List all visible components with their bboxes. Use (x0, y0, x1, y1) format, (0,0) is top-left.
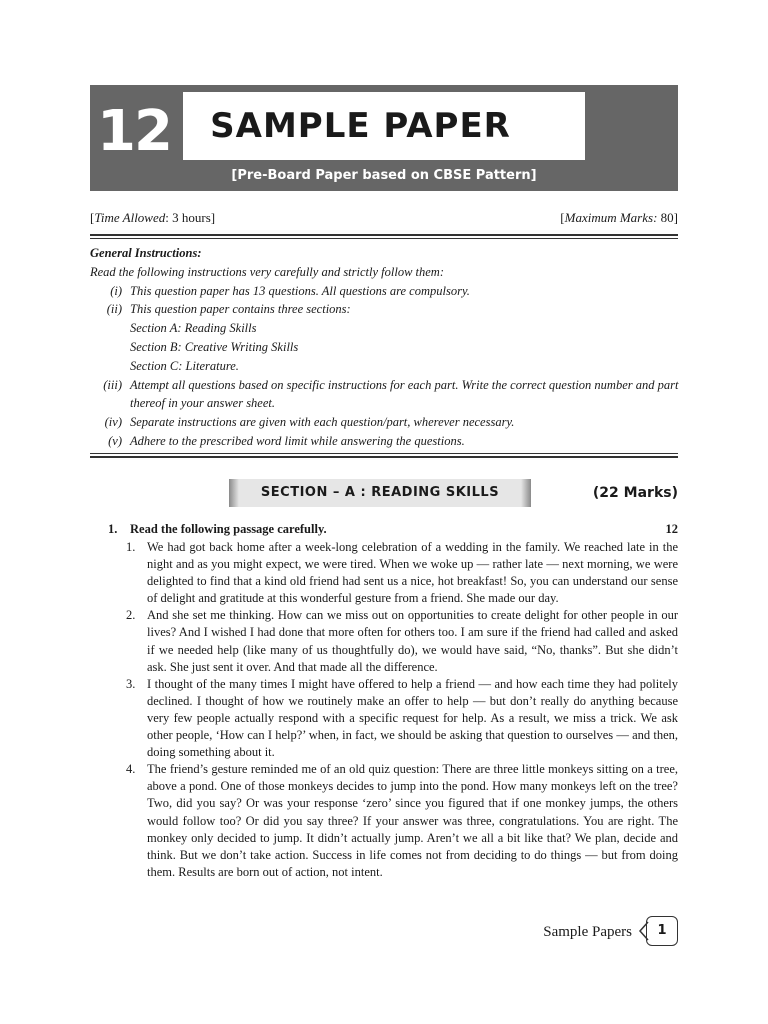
paper-number: 12 (97, 99, 171, 164)
question-text: Read the following passage carefully. (130, 522, 327, 536)
instruction-item: (i) This question paper has 13 questions. All questions are compulsory. (110, 283, 470, 298)
title-box (183, 92, 585, 160)
reading-passage (90, 539, 678, 881)
paragraph-text: And she set me thinking. How can we miss out on opportunities to create delight for other people in our lives? And I wished I had done that more often for others too. I am sure if the friend had called and asked if we needed help (like many of us thoughtfully do), we would have said, “No, thanks”. But she didn’t ask. She just sent it over. And that made all the difference. (147, 608, 678, 674)
divider-bottom-1 (90, 453, 678, 454)
page-number: 1 (646, 916, 678, 946)
passage-paragraph (90, 539, 678, 607)
passage-paragraph (90, 676, 678, 761)
divider-bottom-2 (90, 456, 678, 458)
paragraph-number: 4. (126, 762, 136, 777)
paragraph-text: The friend’s gesture reminded me of an old quiz question: There are three little monkeys sitting on a tree, above a pond. One of those monkeys decides to jump into the pond. How many monkeys left on the tree? Two, did you say? Or was your response ‘zero’ since you figured that if one monkey jumps, the others would follow too? Or did you say three? If your answer was three, congratulations. You are right. The monkey only decided to jump. It didn’t actually jump. Aren’t we all a bit like that? We plan, decide and think. But we don’t take action. Success in life comes not from deciding to do things — but from doing them. Results are born out of action, not intent. (147, 762, 678, 879)
section-a-marks: (22 Marks) (592, 485, 678, 501)
paragraph-text: I thought of the many times I might have offered to help a friend — and how each time they had politely declined. I thought of how we routinely make an offer to help — but don’t really do anything because very few people actually respond with a specific request for help. As a result, we miss a trick. We ask other people, ‘How can I help?’ when, in fact, we should be asking that question to ourselves — and then, doing something about it. (147, 676, 678, 760)
divider-top-1 (90, 234, 678, 236)
section-a-banner (229, 479, 531, 507)
question-marks: 12 (665, 522, 678, 536)
paragraph-number: 3. (126, 676, 136, 691)
question-number: 1. (108, 522, 118, 536)
passage-paragraph (90, 607, 678, 675)
instruction-item: (ii) This question paper contains three sections: (106, 302, 351, 317)
page-subtitle: [Pre-Board Paper based on CBSE Pattern] (231, 168, 537, 183)
paragraph-text: We had got back home after a week-long celebration of a wedding in the family. We reached late in the night and as you might expect, we were tired. When we woke up — rather late — next morning, we were delighted to find that a kind old friend had sent us a nice, hot breakfast! So, you can understand our sense of delight and gratitude at this wonderful gesture from a friend. She made our day. (147, 540, 678, 606)
section-list-item: Section B: Creative Writing Skills (130, 339, 299, 354)
section-list-item: Section A: Reading Skills (130, 321, 257, 336)
section-list-item: Section C: Literature. (130, 358, 239, 373)
meta-row (90, 208, 678, 228)
paragraph-number: 2. (126, 608, 136, 623)
time-allowed: [Time Allowed: 3 hours] (90, 210, 216, 225)
instruction-item: (iii) Attempt all questions based on specific instructions for each part. Write the correct question number and part thereof in your answer sheet. (103, 377, 679, 411)
footer-label: Sample Papers (543, 924, 632, 940)
section-a-title: SECTION – A : READING SKILLS (260, 485, 500, 500)
page-title: SAMPLE PAPER (210, 106, 511, 146)
divider-top-2 (90, 238, 678, 239)
instruction-item: (v) Adhere to the prescribed word limit while answering the questions. (108, 433, 465, 448)
paragraph-number: 1. (126, 540, 136, 554)
passage-paragraph (90, 761, 678, 881)
maximum-marks: [Maximum Marks: 80] (560, 210, 678, 225)
instruction-item: (iv) Separate instructions are given with each question/part, wherever necessary. (104, 415, 515, 430)
question-1-heading (90, 520, 678, 538)
general-instructions (90, 244, 680, 451)
instructions-intro: Read the following instructions very carefully and strictly follow them: (90, 264, 444, 279)
instructions-heading: General Instructions: (90, 246, 202, 260)
